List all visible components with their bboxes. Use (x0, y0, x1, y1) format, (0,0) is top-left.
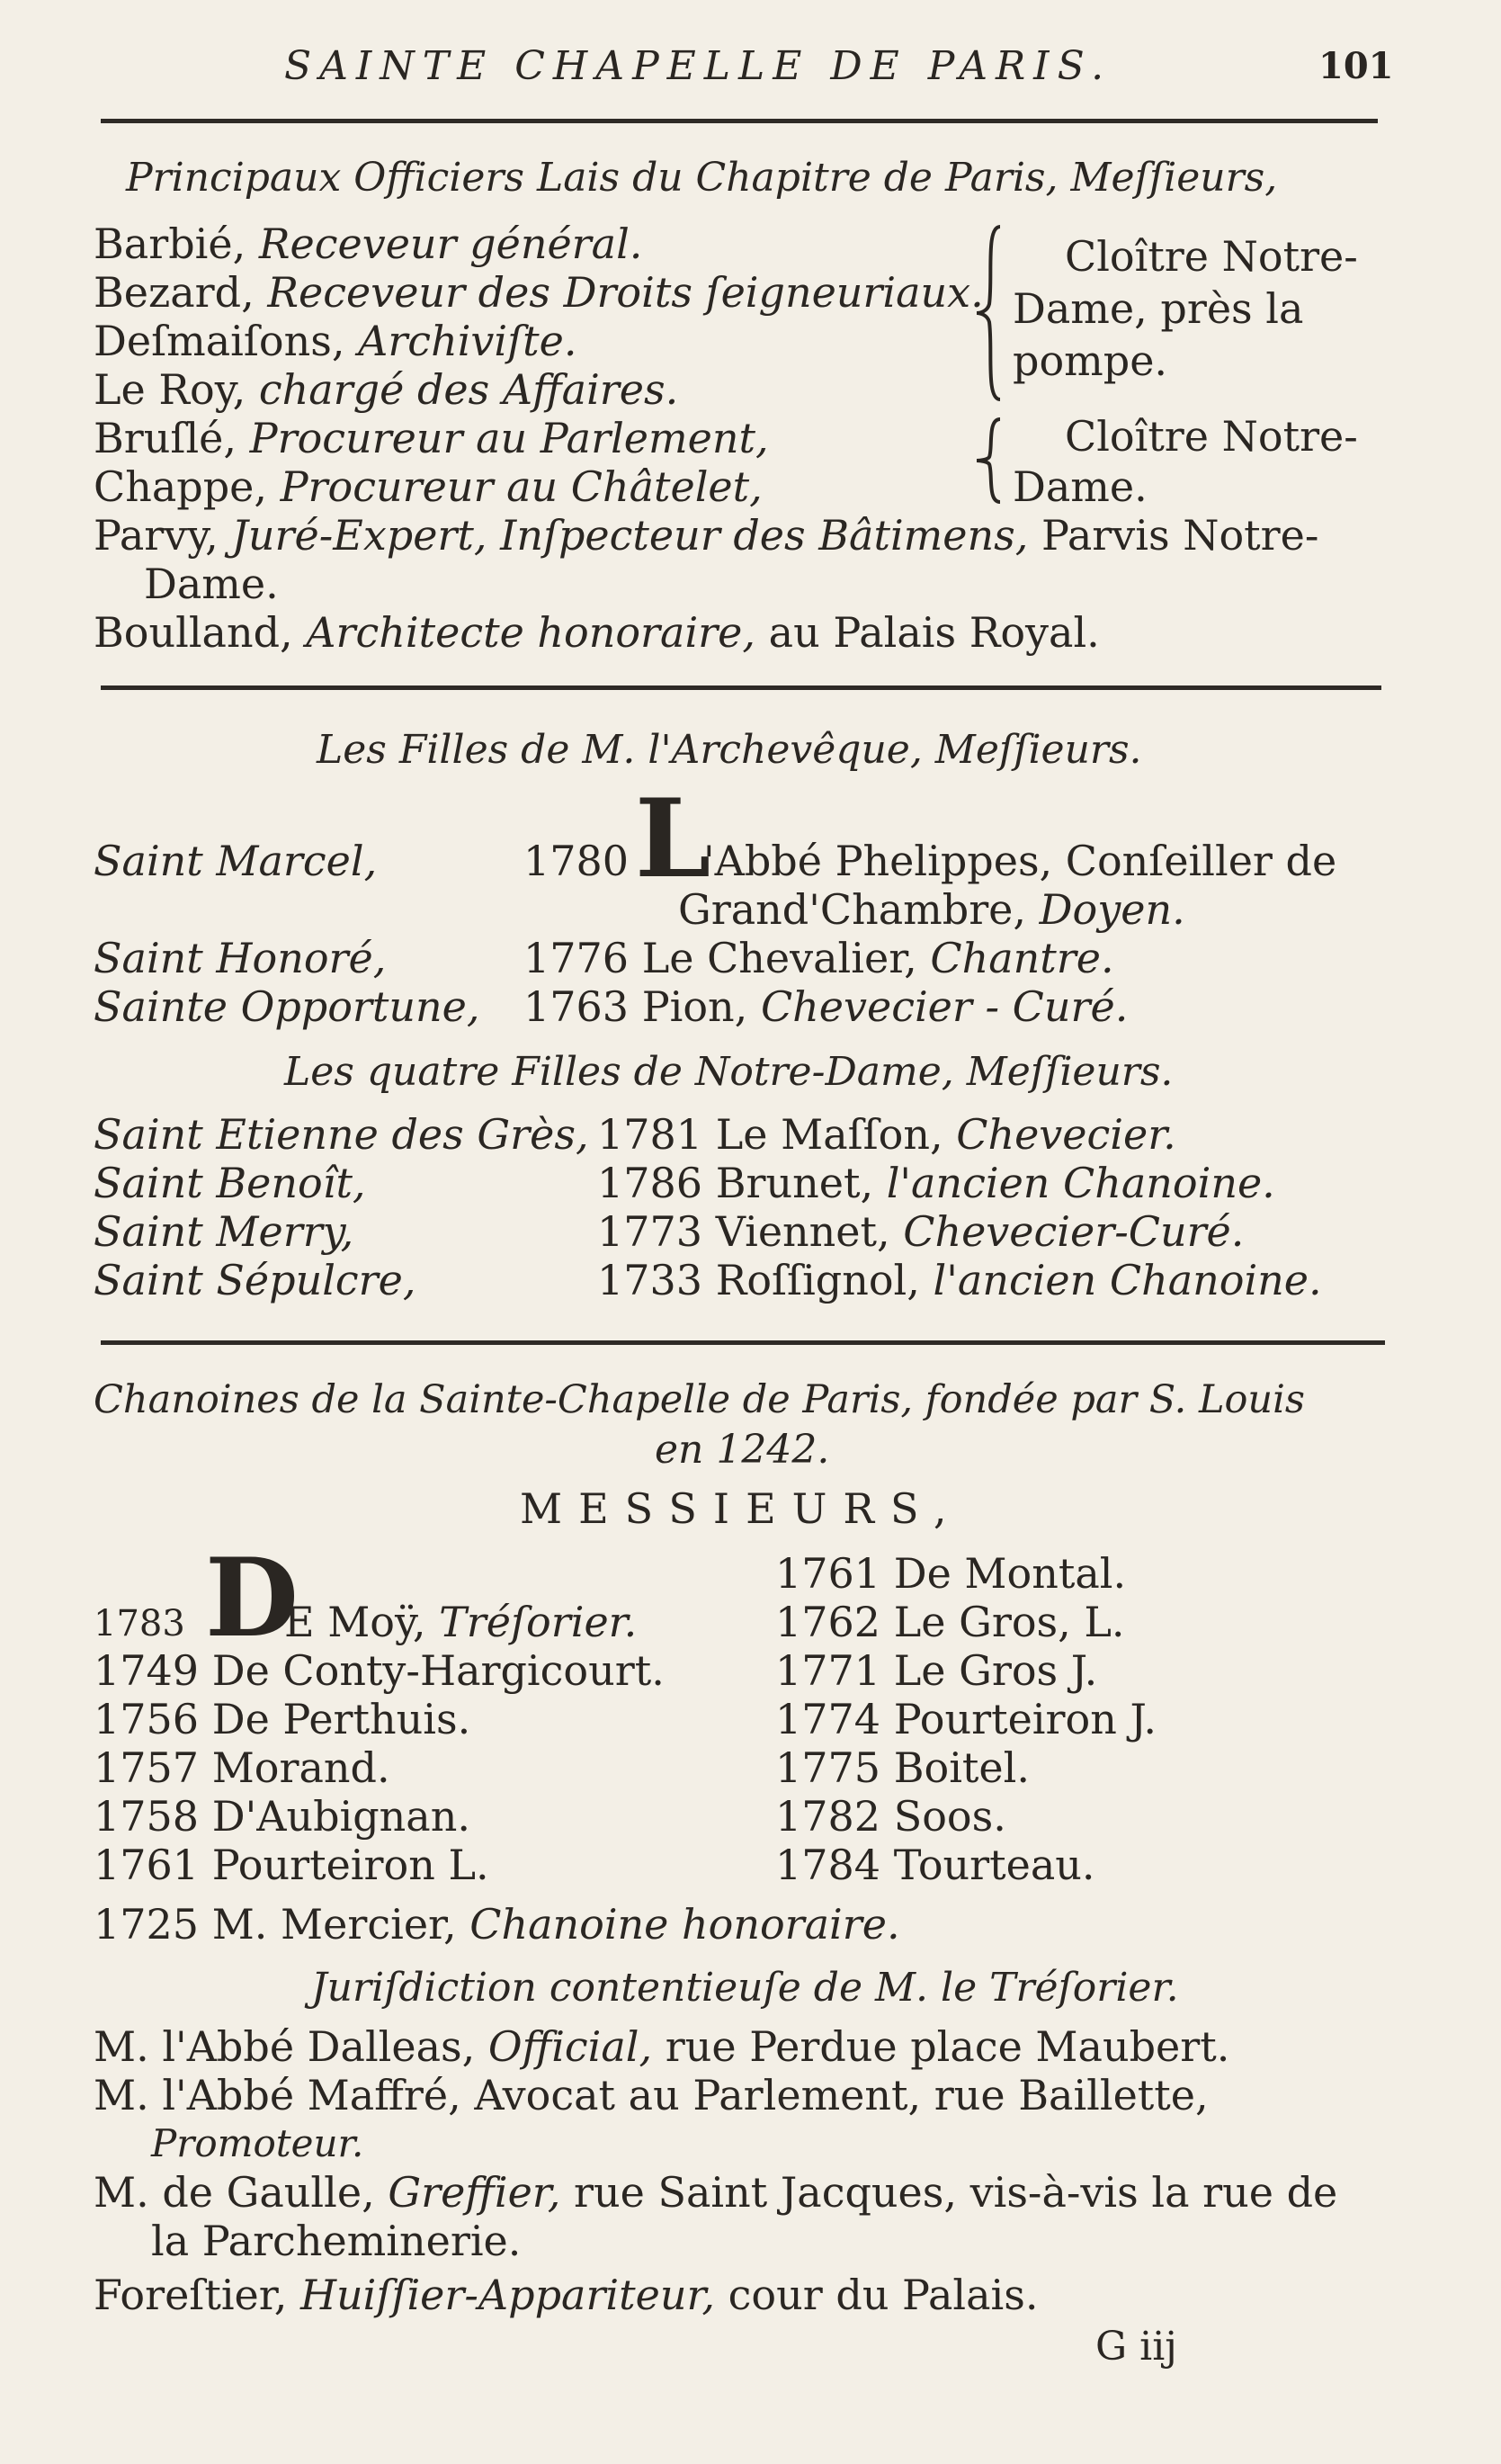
officer-title: Procureur au Parlement, (249, 414, 769, 462)
entry-role: Chevecier - Curé. (760, 982, 1129, 1031)
year: 1780 (523, 837, 630, 885)
address-line: au Palais Royal. (768, 608, 1100, 657)
entry-name: Boitel. (893, 1743, 1030, 1792)
entry-row (775, 1598, 1125, 1646)
entry-role: Doyen. (1039, 885, 1185, 934)
officer-name: Barbié, (94, 220, 246, 268)
address-line: Avocat au Parlement, rue Baillette, (474, 2071, 1209, 2119)
entry-role: Tréſorier. (439, 1598, 638, 1646)
entry-row (94, 1900, 900, 1949)
address-line: la Parcheminerie. (151, 2217, 522, 2265)
year: 1784 (775, 1841, 881, 1889)
year: 1781 (597, 1110, 703, 1159)
entry-name: De Conty-Hargicourt. (211, 1646, 665, 1695)
entry-role: Chantre. (930, 934, 1114, 982)
officer-row (94, 268, 984, 317)
entry-row (94, 1743, 390, 1792)
church-name: Saint Marcel, (94, 837, 378, 885)
messieurs-heading: MESSIEURS, (520, 1484, 963, 1533)
officer-name: Parvy, (94, 511, 219, 560)
address-line: pompe. (1013, 336, 1168, 385)
officer-row (94, 608, 1100, 657)
entry-name: Le Gros, L. (893, 1598, 1125, 1646)
year: 1783 (94, 1603, 185, 1644)
entry-continuation (678, 885, 1185, 934)
entry-row (94, 1841, 489, 1889)
entry-name: Tourteau. (893, 1841, 1095, 1889)
entry-name: 'Abbé Phelippes, Conſeiller de (703, 837, 1337, 885)
entry-row (94, 1695, 470, 1743)
entry-name: De Perthuis. (211, 1695, 471, 1743)
entry-row (94, 1792, 470, 1841)
entry-name: Le Maſſon, (715, 1110, 943, 1159)
entry-role: Greffier, (388, 2168, 561, 2217)
address-line: Dame. (1013, 462, 1148, 511)
address-line: Dame, près la (1013, 284, 1304, 333)
entry-name: De Montal. (893, 1549, 1127, 1598)
entry-name: D'Aubignan. (211, 1792, 470, 1841)
address-line: Parvis Notre- (1041, 511, 1319, 560)
section-rule (101, 1340, 1385, 1345)
officer-row (94, 365, 678, 414)
filles-notre-dame-heading: Les quatre Filles de Notre-Dame, Meſſieurs. (284, 1049, 1174, 1095)
officer-name: Bezard, (94, 268, 255, 317)
officer-row (94, 511, 1318, 560)
signature-mark: G iij (1095, 2324, 1177, 2370)
address-line: cour du Palais. (728, 2271, 1039, 2319)
year: 1782 (775, 1792, 881, 1841)
entry-role: Chevecier. (956, 1110, 1176, 1159)
entry-row (523, 934, 1114, 982)
officer-name: Le Roy, (94, 365, 246, 414)
drop-cap-initial: D (205, 1535, 299, 1662)
entry-row (775, 1743, 1030, 1792)
entry-role: l'ancien Chanoine. (933, 1256, 1322, 1304)
drop-cap-initial: L (635, 775, 711, 902)
entry-row (597, 1159, 1275, 1207)
year: 1786 (597, 1159, 703, 1207)
entry-row (94, 2168, 1337, 2217)
entry-name: E Moÿ, (284, 1598, 426, 1646)
officer-title: chargé des Affaires. (258, 365, 679, 414)
entry-name: Pourteiron L. (211, 1841, 489, 1889)
officer-row (94, 317, 576, 365)
entry-name: Le Chevalier, (641, 934, 917, 982)
year: 1749 (94, 1646, 200, 1695)
entry-name: M. l'Abbé Dalleas, (94, 2022, 476, 2071)
year: 1762 (775, 1598, 881, 1646)
address-line: Cloître Notre- (1065, 232, 1358, 281)
entry-name: Viennet, (715, 1207, 890, 1256)
entry-role: Chanoine honoraire. (469, 1900, 900, 1949)
entry-name: Roſſignol, (715, 1256, 920, 1304)
entry-name: Pourteiron J. (893, 1695, 1157, 1743)
filles-archeveque-heading: Les Filles de M. l'Archevêque, Meſſieurs. (317, 727, 1142, 773)
year: 1763 (523, 982, 630, 1031)
entry-role: Huiſſier-Appariteur, (299, 2271, 716, 2319)
header-rule (101, 119, 1378, 123)
entry-name: Brunet, (715, 1159, 874, 1207)
officer-row (94, 220, 642, 268)
officers-heading: Principaux Officiers Lais du Chapitre de Paris, Meſſieurs, (126, 155, 1278, 201)
entry-row (775, 1646, 1097, 1695)
officer-title: Procureur au Châtelet, (280, 462, 763, 511)
entry-row (94, 1646, 665, 1695)
entry-row (94, 2271, 1038, 2319)
church-name: Saint Etienne des Grès, (94, 1110, 589, 1159)
brace-icon (973, 416, 1009, 506)
entry-row (94, 2022, 1229, 2071)
entry-row (597, 1207, 1244, 1256)
year: 1776 (523, 934, 630, 982)
year: 1761 (94, 1841, 200, 1889)
officer-title: Juré-Expert, Inſpecteur des Bâtimens, (231, 511, 1029, 560)
year: 1758 (94, 1792, 200, 1841)
entry-role: Official, (487, 2022, 653, 2071)
entry-row (597, 1256, 1322, 1304)
chanoines-heading: Chanoines de la Sainte-Chapelle de Paris, fondée par S. Louis (94, 1377, 1305, 1422)
year: 1761 (775, 1549, 881, 1598)
officer-name: Deſmaiſons, (94, 317, 345, 365)
officer-row (94, 414, 769, 462)
entry-row (523, 982, 1128, 1031)
entry-role: Promoteur. (151, 2121, 364, 2165)
entry-name: Soos. (893, 1792, 1006, 1841)
officer-name: Boulland, (94, 608, 293, 657)
entry-name: Morand. (211, 1743, 390, 1792)
church-name: Saint Merry, (94, 1207, 354, 1256)
year: 1725 (94, 1900, 200, 1949)
address-line: rue Saint Jacques, vis-à-vis la rue de (574, 2168, 1338, 2217)
officer-title: Receveur des Droits ſeigneuriaux. (267, 268, 984, 317)
year: 1774 (775, 1695, 881, 1743)
church-name: Sainte Opportune, (94, 982, 480, 1031)
entry-row (775, 1549, 1126, 1598)
entry-role: Chevecier-Curé. (903, 1207, 1245, 1256)
officer-title: Architecte honoraire, (306, 608, 756, 657)
entry-name: M. de Gaulle, (94, 2168, 375, 2217)
page-number: 101 (1318, 45, 1394, 87)
church-name: Saint Honoré, (94, 934, 387, 982)
address-line: Cloître Notre- (1065, 412, 1358, 461)
year: 1757 (94, 1743, 200, 1792)
entry-name: Pion, (641, 982, 748, 1031)
entry-row (775, 1695, 1157, 1743)
entry-row (94, 2071, 1209, 2119)
entry-row (775, 1841, 1095, 1889)
officer-name: Bruſlé, (94, 414, 237, 462)
entry-row (775, 1792, 1006, 1841)
entry-row (597, 1110, 1176, 1159)
year: 1733 (597, 1256, 703, 1304)
jurisdiction-heading: Juriſdiction contentieuſe de M. le Tréſorier. (311, 1965, 1179, 2011)
officer-row (94, 462, 763, 511)
address-line: rue Perdue place Maubert. (665, 2022, 1230, 2071)
address-line: Dame. (144, 560, 279, 608)
officer-name: Chappe, (94, 462, 267, 511)
entry-name: M. Mercier, (211, 1900, 457, 1949)
year: 1771 (775, 1646, 881, 1695)
section-rule (101, 685, 1381, 690)
entry-name: Le Gros J. (893, 1646, 1098, 1695)
running-title: SAINTE CHAPELLE DE PARIS. (284, 43, 1112, 89)
church-name: Saint Benoît, (94, 1159, 366, 1207)
year: 1773 (597, 1207, 703, 1256)
entry-name: Foreſtier, (94, 2271, 288, 2319)
brace-icon (973, 223, 1009, 403)
officer-title: Archiviſte. (358, 317, 577, 365)
entry-role: l'ancien Chanoine. (886, 1159, 1275, 1207)
officer-title: Receveur général. (258, 220, 643, 268)
year: 1775 (775, 1743, 881, 1792)
church-name: Saint Sépulcre, (94, 1256, 416, 1304)
entry-row (284, 1598, 637, 1646)
chanoines-heading-date: en 1242. (655, 1427, 830, 1473)
entry-name: M. l'Abbé Maffré, (94, 2071, 461, 2119)
entry-name: Grand'Chambre, (678, 885, 1027, 934)
year: 1756 (94, 1695, 200, 1743)
